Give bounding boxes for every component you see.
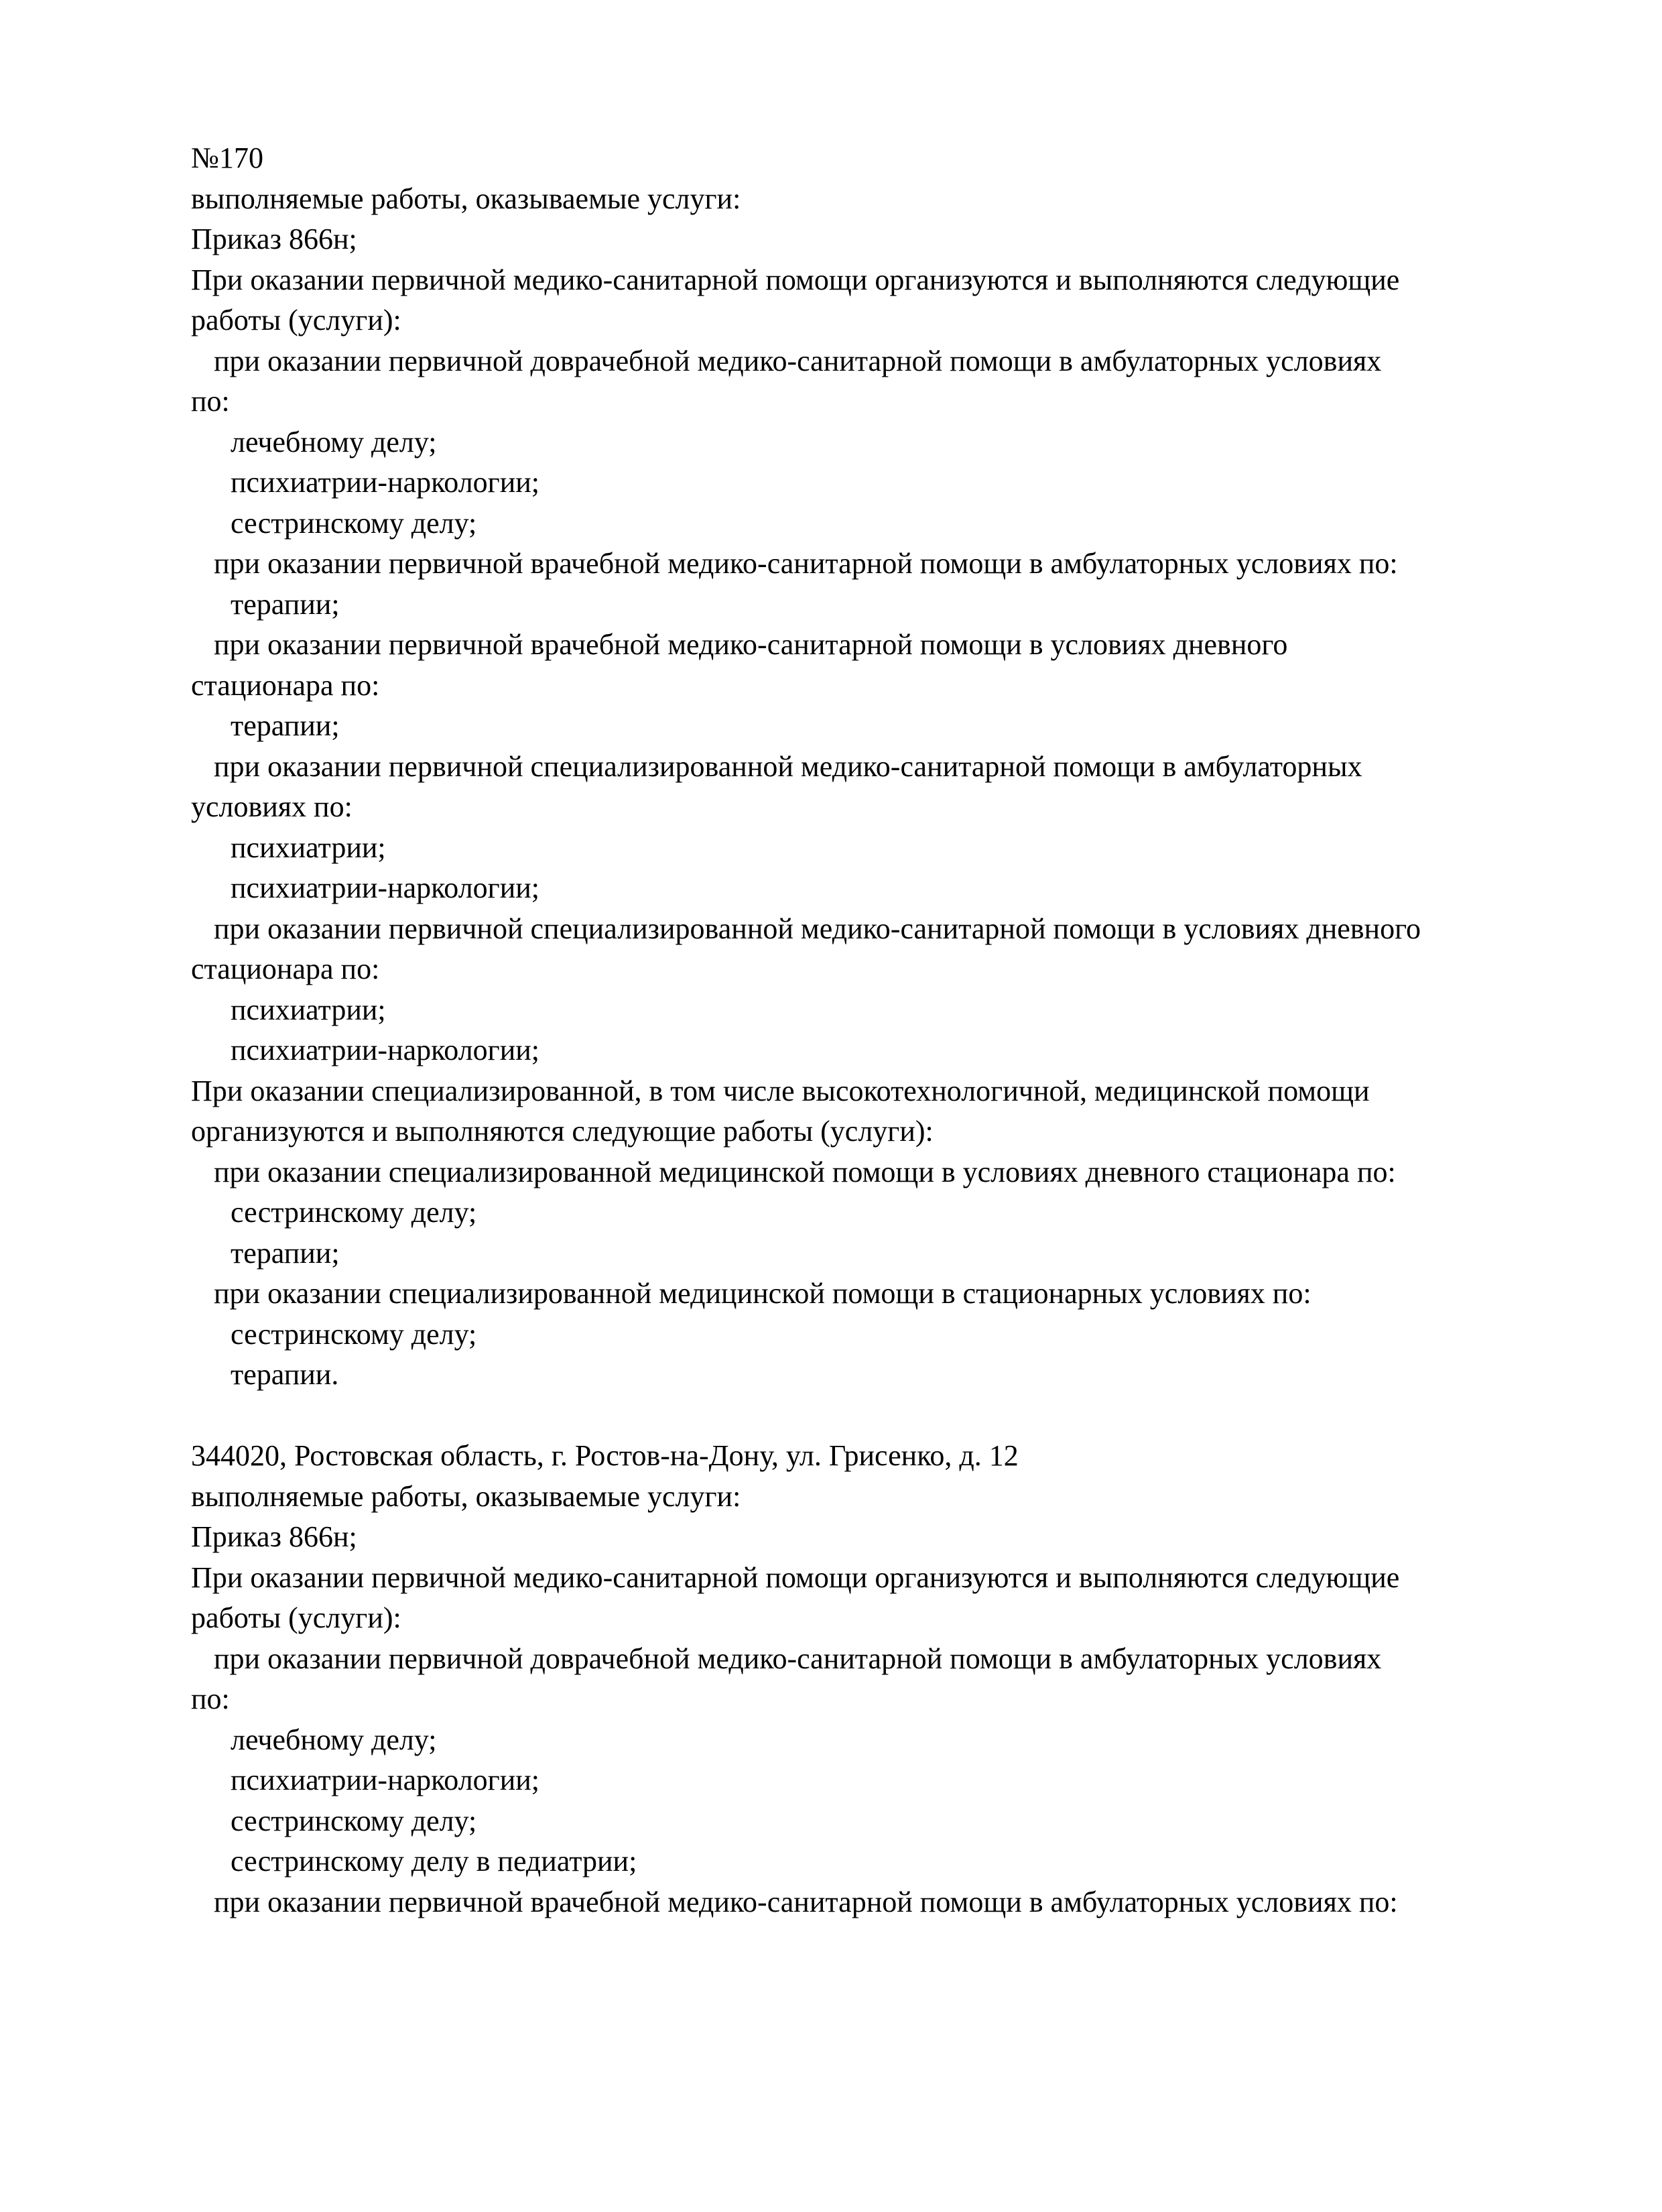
- text-line: работы (услуги):: [191, 1601, 401, 1634]
- text-line: стационара по:: [191, 668, 380, 702]
- text-line: При оказании первичной медико-санитарной помощи организуются и выполняются следующие: [191, 263, 1400, 296]
- text-line: при оказании специализированной медицинской помощи в условиях дневного стационара по:: [214, 1155, 1396, 1188]
- text-line: терапии.: [231, 1358, 339, 1391]
- text-line: условиях по:: [191, 790, 353, 823]
- text-line: при оказании первичной врачебной медико-санитарной помощи в условиях дневного: [214, 628, 1288, 661]
- text-line: организуются и выполняются следующие работы (услуги):: [191, 1115, 934, 1148]
- text-line: терапии;: [231, 1236, 340, 1270]
- text-line: Приказ 866н;: [191, 1520, 357, 1553]
- text-line: по:: [191, 1682, 230, 1715]
- text-line: психиатрии-наркологии;: [231, 1034, 540, 1066]
- text-line: стационара по:: [191, 953, 380, 985]
- text-line: При оказании первичной медико-санитарной помощи организуются и выполняются следующие: [191, 1560, 1400, 1594]
- text-line: работы (услуги):: [191, 304, 401, 336]
- text-line: при оказании первичной врачебной медико-санитарной помощи в амбулаторных условиях по:: [214, 547, 1398, 580]
- text-line: выполняемые работы, оказываемые услуги:: [191, 182, 741, 215]
- text-line: Приказ 866н;: [191, 223, 357, 255]
- text-line: выполняемые работы, оказываемые услуги:: [191, 1479, 741, 1513]
- text-line: при оказании первичной специализированной медико-санитарной помощи в условиях дневного: [214, 912, 1421, 945]
- text-line: при оказании специализированной медицинской помощи в стационарных условиях по:: [214, 1277, 1312, 1310]
- text-line: сестринскому делу;: [231, 1196, 477, 1229]
- text-line: при оказании первичной специализированной медико-санитарной помощи в амбулаторных: [214, 749, 1362, 783]
- text-line: при оказании первичной доврачебной медико-санитарной помощи в амбулаторных условиях: [214, 344, 1382, 377]
- text-line: сестринскому делу;: [231, 1317, 477, 1351]
- text-line: сестринскому делу;: [231, 506, 477, 540]
- license-works-text: [191, 138, 1421, 1922]
- text-line: лечебному делу;: [231, 425, 437, 458]
- text-line: сестринскому делу в педиатрии;: [231, 1845, 637, 1878]
- text-line: психиатрии-наркологии;: [231, 466, 540, 499]
- text-line: по:: [191, 385, 230, 418]
- text-line: При оказании специализированной, в том числе высокотехнологичной, медицинской помощи: [191, 1074, 1370, 1107]
- text-line: сестринскому делу;: [231, 1804, 477, 1837]
- text-line: психиатрии-наркологии;: [231, 1764, 540, 1796]
- text-line: психиатрии-наркологии;: [231, 871, 540, 904]
- text-line: при оказании первичной доврачебной медико-санитарной помощи в амбулаторных условиях: [214, 1642, 1382, 1675]
- blank-line: [191, 1396, 1421, 1436]
- text-line: №170: [191, 141, 263, 174]
- text-line: при оказании первичной врачебной медико-санитарной помощи в амбулаторных условиях по:: [214, 1885, 1398, 1918]
- text-line: психиатрии;: [231, 831, 386, 864]
- text-line: психиатрии;: [231, 993, 386, 1026]
- text-line: 344020, Ростовская область, г. Ростов-на-Дону, ул. Грисенко, д. 12: [191, 1439, 1019, 1472]
- text-line: терапии;: [231, 709, 340, 742]
- text-line: терапии;: [231, 587, 340, 621]
- text-line: лечебному делу;: [231, 1723, 437, 1756]
